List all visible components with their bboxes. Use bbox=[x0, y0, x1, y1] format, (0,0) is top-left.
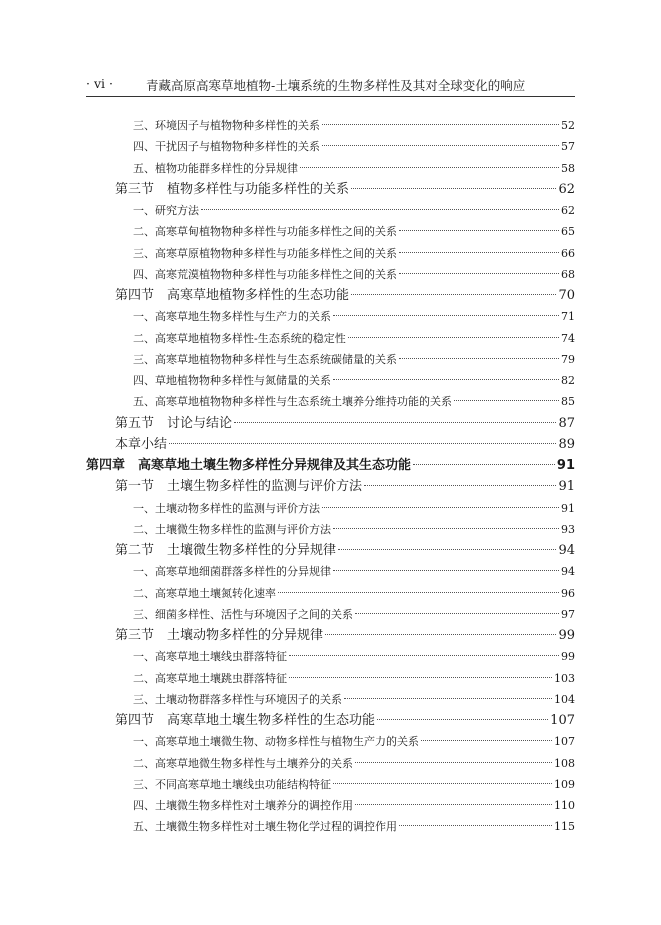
dot-leader bbox=[399, 252, 559, 253]
toc-entry-title: 一、研究方法 bbox=[133, 204, 199, 217]
toc-entry-page: 99 bbox=[561, 650, 575, 664]
toc-entry-page: 103 bbox=[554, 671, 575, 685]
page-number: · vi · bbox=[86, 76, 113, 91]
toc-entry-page: 115 bbox=[554, 820, 575, 834]
toc-subsection-row bbox=[133, 265, 575, 285]
dot-leader bbox=[234, 422, 556, 423]
toc-subsection-row bbox=[133, 817, 575, 837]
toc-subsection-row bbox=[133, 562, 575, 582]
toc-subsection-row bbox=[133, 201, 575, 221]
toc-entry-page: 85 bbox=[561, 395, 575, 409]
dot-leader bbox=[333, 315, 559, 316]
toc-entry-title: 三、高寒草原植物物种多样性与功能多样性之间的关系 bbox=[133, 246, 397, 260]
dot-leader bbox=[278, 592, 559, 593]
dot-leader bbox=[364, 485, 556, 486]
toc-entry-page: 97 bbox=[561, 607, 575, 621]
toc-entry-title: 本章小结 bbox=[115, 436, 168, 452]
toc-entry-title: 三、环境因子与植物物种多样性的关系 bbox=[133, 119, 320, 132]
toc-entry-page: 96 bbox=[561, 586, 575, 600]
toc-entry-title: 四、高寒荒漠植物物种多样性与功能多样性之间的关系 bbox=[133, 267, 397, 281]
toc-subsection-row bbox=[133, 732, 575, 752]
toc-entry-page: 62 bbox=[561, 204, 575, 217]
toc-subsection-row bbox=[133, 754, 575, 774]
toc-entry-page: 104 bbox=[554, 692, 575, 706]
toc-entry-title: 二、高寒草地土壤跳虫群落特征 bbox=[133, 671, 287, 685]
toc-entry-title: 四、干扰因子与植物物种多样性的关系 bbox=[133, 140, 320, 154]
toc-section-row bbox=[115, 286, 575, 306]
toc-subsection-row bbox=[133, 116, 575, 136]
toc-section-row bbox=[115, 711, 575, 731]
dot-leader bbox=[421, 740, 552, 741]
toc-subsection-row bbox=[133, 371, 575, 391]
toc-entry-page: 87 bbox=[558, 415, 575, 431]
header-rule bbox=[86, 96, 575, 97]
toc-subsection-row bbox=[133, 669, 575, 689]
dot-leader bbox=[333, 570, 559, 571]
toc-entry-page: 94 bbox=[561, 565, 575, 579]
toc-entry-title: 第五节 讨论与结论 bbox=[115, 415, 233, 431]
toc-entry-page: 79 bbox=[561, 352, 575, 366]
toc-entry-page: 109 bbox=[554, 777, 575, 791]
dot-leader bbox=[344, 698, 552, 699]
toc-subsection-row bbox=[133, 690, 575, 710]
toc-section-row bbox=[115, 477, 575, 497]
toc-entry-title: 第二节 土壤微生物多样性的分异规律 bbox=[115, 543, 337, 558]
dot-leader bbox=[300, 167, 559, 168]
toc-subsection-row bbox=[133, 775, 575, 795]
dot-leader bbox=[377, 719, 548, 720]
toc-entry-title: 三、细菌多样性、活性与环境因子之间的关系 bbox=[133, 607, 353, 621]
toc-entry-page: 62 bbox=[558, 181, 575, 197]
toc-entry-page: 91 bbox=[561, 501, 575, 515]
dot-leader bbox=[322, 145, 559, 146]
dot-leader bbox=[169, 443, 556, 444]
dot-leader bbox=[338, 549, 556, 550]
toc-entry-page: 108 bbox=[554, 756, 575, 770]
running-title: 青藏高原高寒草地植物-土壤系统的生物多样性及其对全球变化的响应 bbox=[146, 78, 526, 93]
toc-entry-title: 一、高寒草地土壤微生物、动物多样性与植物生产力的关系 bbox=[133, 735, 419, 749]
toc-entry-title: 第四章 高寒草地土壤生物多样性分异规律及其生态功能 bbox=[86, 458, 412, 473]
dot-leader bbox=[322, 124, 559, 125]
toc-entry-title: 二、高寒草地植物多样性-生态系统的稳定性 bbox=[133, 331, 346, 345]
dot-leader bbox=[399, 825, 552, 826]
toc-subsection-row bbox=[133, 222, 575, 242]
toc-subsection-row bbox=[133, 137, 575, 157]
dot-leader bbox=[351, 294, 556, 295]
toc-subsection-row bbox=[133, 605, 575, 625]
toc-subsection-row bbox=[133, 350, 575, 370]
toc-subsection-row bbox=[133, 647, 575, 667]
toc-subsection-row bbox=[133, 159, 575, 179]
toc-entry-page: 65 bbox=[561, 225, 575, 239]
toc-entry-page: 110 bbox=[554, 799, 575, 812]
toc-entry-title: 一、高寒草地土壤线虫群落特征 bbox=[133, 650, 287, 664]
toc-entry-title: 五、高寒草地植物物种多样性与生态系统土壤养分维持功能的关系 bbox=[133, 395, 452, 409]
toc-section-row bbox=[115, 414, 575, 434]
toc-entry-page: 66 bbox=[561, 246, 575, 260]
toc-entry-title: 三、不同高寒草地土壤线虫功能结构特征 bbox=[133, 777, 331, 791]
dot-leader bbox=[355, 804, 552, 805]
toc-entry-page: 91 bbox=[558, 479, 575, 495]
toc-entry-page: 57 bbox=[561, 140, 575, 154]
toc-entry-title: 一、高寒草地生物多样性与生产力的关系 bbox=[133, 310, 331, 324]
toc-subsection-row bbox=[133, 520, 575, 540]
toc-summary-row bbox=[115, 435, 575, 455]
dot-leader bbox=[348, 337, 559, 338]
toc-entry-title: 第一节 土壤生物多样性的监测与评价方法 bbox=[115, 479, 363, 495]
running-header bbox=[86, 74, 575, 96]
dot-leader bbox=[351, 188, 556, 189]
dot-leader bbox=[322, 507, 559, 508]
toc-entry-page: 70 bbox=[558, 288, 575, 303]
dot-leader bbox=[333, 379, 559, 380]
toc-entry-title: 三、高寒草地植物物种多样性与生态系统碳储量的关系 bbox=[133, 352, 397, 366]
toc-entry-page: 91 bbox=[556, 458, 575, 473]
toc-entry-page: 107 bbox=[550, 713, 575, 728]
toc-entry-title: 一、高寒草地细菌群落多样性的分异规律 bbox=[133, 565, 331, 579]
dot-leader bbox=[454, 400, 559, 401]
toc-subsection-row bbox=[133, 244, 575, 264]
toc-entry-title: 四、土壤微生物多样性对土壤养分的调控作用 bbox=[133, 799, 353, 812]
toc-entry-page: 74 bbox=[561, 331, 575, 345]
dot-leader bbox=[325, 634, 556, 635]
toc-subsection-row bbox=[133, 307, 575, 327]
toc-section-row bbox=[115, 626, 575, 646]
toc-entry-title: 第三节 植物多样性与功能多样性的关系 bbox=[115, 181, 350, 197]
toc-entry-page: 99 bbox=[558, 628, 575, 643]
dot-leader bbox=[413, 464, 555, 465]
toc-entry-title: 一、土壤动物多样性的监测与评价方法 bbox=[133, 501, 320, 515]
toc-entry-title: 第三节 土壤动物多样性的分异规律 bbox=[115, 628, 324, 643]
dot-leader bbox=[355, 613, 559, 614]
toc-subsection-row bbox=[133, 499, 575, 519]
dot-leader bbox=[399, 358, 559, 359]
toc-entry-page: 71 bbox=[561, 310, 575, 324]
toc-entry-title: 四、草地植物物种多样性与氮储量的关系 bbox=[133, 374, 331, 387]
toc-entry-title: 二、高寒草地微生物多样性与土壤养分的关系 bbox=[133, 756, 353, 770]
toc-entry-title: 五、土壤微生物多样性对土壤生物化学过程的调控作用 bbox=[133, 820, 397, 834]
toc-subsection-row bbox=[133, 584, 575, 604]
dot-leader bbox=[333, 528, 559, 529]
dot-leader bbox=[333, 783, 552, 784]
dot-leader bbox=[289, 655, 559, 656]
toc-entry-title: 三、土壤动物群落多样性与环境因子的关系 bbox=[133, 692, 342, 706]
toc-entry-title: 第四节 高寒草地土壤生物多样性的生态功能 bbox=[115, 713, 376, 728]
dot-leader bbox=[399, 230, 559, 231]
toc-entry-page: 93 bbox=[561, 522, 575, 536]
toc-entry-page: 68 bbox=[561, 267, 575, 281]
toc-entry-page: 107 bbox=[554, 735, 575, 749]
toc-subsection-row bbox=[133, 796, 575, 816]
dot-leader bbox=[289, 677, 552, 678]
toc-entry-page: 94 bbox=[558, 543, 575, 558]
toc-subsection-row bbox=[133, 329, 575, 349]
toc-entry-page: 89 bbox=[558, 436, 575, 452]
toc-entry-title: 二、高寒草地土壤氮转化速率 bbox=[133, 586, 276, 600]
dot-leader bbox=[399, 273, 559, 274]
toc-subsection-row bbox=[133, 392, 575, 412]
toc-chapter-row bbox=[86, 456, 575, 476]
toc-section-row bbox=[115, 180, 575, 200]
toc-entry-title: 第四节 高寒草地植物多样性的生态功能 bbox=[115, 288, 350, 303]
toc-entry-page: 82 bbox=[561, 374, 575, 387]
toc-entry-page: 58 bbox=[561, 161, 575, 175]
toc-entry-title: 五、植物功能群多样性的分异规律 bbox=[133, 161, 298, 175]
dot-leader bbox=[201, 209, 559, 210]
dot-leader bbox=[355, 762, 552, 763]
toc-entry-page: 52 bbox=[561, 119, 575, 132]
toc-entry-title: 二、土壤微生物多样性的监测与评价方法 bbox=[133, 522, 331, 536]
toc-section-row bbox=[115, 541, 575, 561]
toc-entry-title: 二、高寒草甸植物物种多样性与功能多样性之间的关系 bbox=[133, 225, 397, 239]
